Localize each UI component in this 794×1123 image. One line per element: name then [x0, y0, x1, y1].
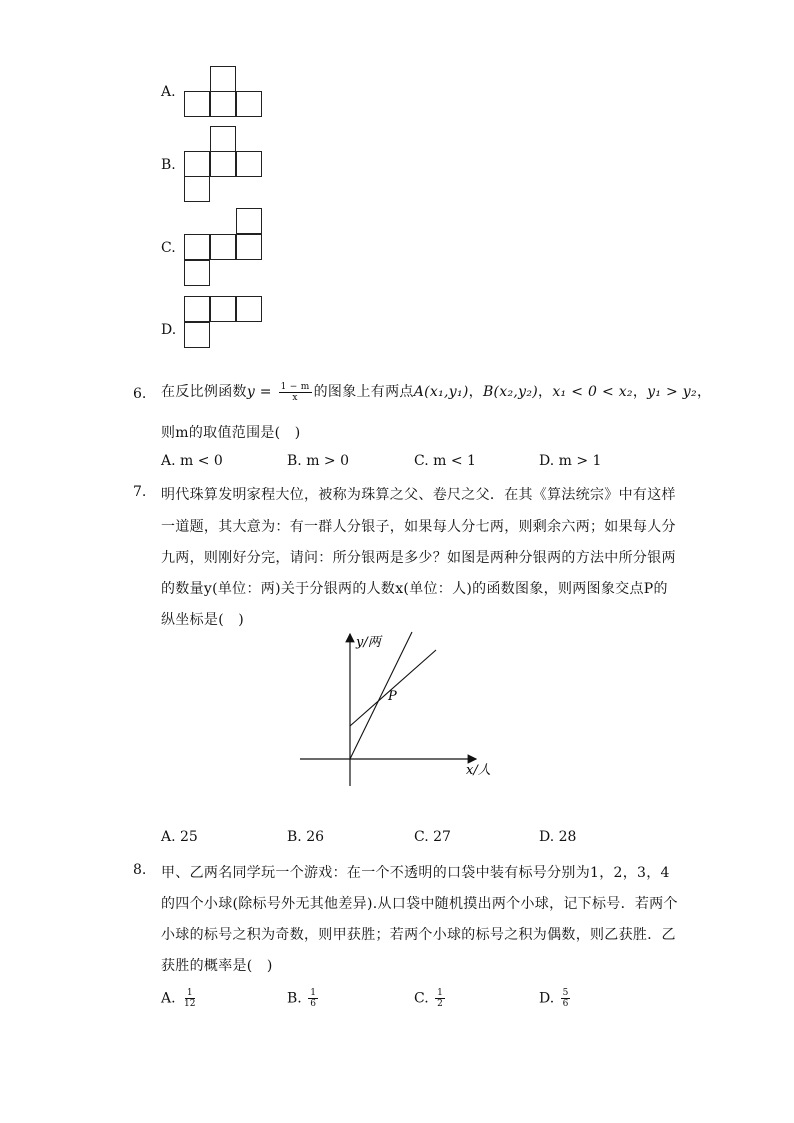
q7-choice-d[interactable]: D. 28 [539, 829, 577, 845]
q6-func-eq: = [255, 384, 277, 400]
q6-cond-1: x₁ < 0 < x₂ [552, 384, 633, 400]
q8-choice-c-frac [435, 988, 445, 1009]
q8-choice-b-den: 6 [310, 999, 316, 1009]
q6-number: 6. [133, 386, 147, 402]
q6-func-y: y [246, 384, 256, 400]
q6-choice-d[interactable]: D. m > 1 [539, 453, 602, 469]
q6-sep-4: ， [696, 384, 712, 400]
q8-choice-d-num: 5 [562, 988, 569, 998]
q6-cond-2: y₁ > y₂ [647, 384, 697, 400]
q8-choice-a-letter: A. [161, 990, 176, 1007]
q7-line-2: 一道题，其大意为：有一群人分银子，如果每人分七两，则剩余六两；如果每人分 [161, 519, 676, 535]
q7-line-1: 明代珠算发明家程大位，被称为珠算之父、卷尺之父．在其《算法统宗》中有这样 [161, 487, 676, 503]
q7-point-p-label: P [388, 689, 397, 704]
q6-choice-c[interactable]: C. m < 1 [414, 453, 476, 469]
q6-text-prefix: 在反比例函数 [161, 384, 247, 400]
q8-choice-c[interactable] [414, 988, 447, 1009]
q6-line-1 [161, 381, 711, 403]
q8-choice-d-den: 6 [562, 999, 569, 1009]
q6-text-mid: 的图象上有两点 [313, 384, 414, 400]
q8-choice-b[interactable] [287, 988, 320, 1009]
q8-choice-a-num: 1 [186, 988, 193, 998]
q6-fraction [279, 382, 312, 403]
q6-sep-3: ， [632, 384, 648, 400]
q8-choice-b-letter: B. [287, 990, 302, 1007]
q6-sep-2: ， [538, 384, 553, 400]
q5-option-a-label: A. [161, 84, 176, 100]
q6-point-b: B(x₂,y₂) [482, 384, 539, 400]
q7-choice-a[interactable]: A. 25 [161, 829, 198, 845]
q7-graph [290, 628, 500, 793]
q7-line-4: 的数量y(单位：两)关于分银两的人数x(单位：人)的函数图象，则两图象交点P的 [161, 581, 668, 597]
q7-x-label: x/人 [466, 763, 491, 778]
q8-number: 8. [133, 862, 147, 878]
q8-choice-b-num: 1 [310, 988, 316, 998]
q8-choice-c-letter: C. [414, 990, 429, 1007]
q8-choice-c-num: 1 [437, 988, 443, 998]
q8-line-4: 获胜的概率是( ) [161, 958, 273, 974]
q7-choice-b[interactable]: B. 26 [287, 829, 325, 845]
q7-line-7x-plus-6 [350, 650, 436, 726]
q6-sep-1: ， [468, 384, 483, 400]
q8-choice-b-frac [308, 988, 318, 1009]
q7-line-3: 九两，则刚好分完，请问：所分银两是多少？如图是两种分银两的方法中所分银两 [161, 550, 676, 566]
q8-choice-d[interactable] [539, 988, 572, 1009]
q8-choice-a[interactable] [161, 988, 199, 1009]
q6-frac-den: x [292, 392, 298, 403]
q6-line-2: 则m的取值范围是( ) [161, 425, 301, 441]
q7-line-5: 纵坐标是( ) [161, 612, 245, 628]
q8-line-1: 甲、乙两名同学玩一个游戏：在一个不透明的口袋中装有标号分别为1，2，3，4 [161, 865, 670, 881]
q8-choice-c-den: 2 [437, 999, 443, 1009]
q7-number: 7. [133, 484, 147, 500]
q6-frac-num: 1 − m [280, 381, 310, 392]
q6-choice-a[interactable]: A. m < 0 [161, 453, 223, 469]
q8-choice-a-den: 12 [184, 999, 196, 1009]
q7-line-9x [350, 632, 412, 759]
q8-choice-a-frac [182, 988, 197, 1009]
q5-option-b-label: B. [161, 157, 176, 173]
q8-line-2: 的四个小球(除标号外无其他差异).从口袋中随机摸出两个小球，记下标号．若两个 [161, 896, 678, 912]
q5-option-d-label: D. [161, 322, 177, 338]
q8-choice-d-letter: D. [539, 990, 555, 1007]
q7-y-label: y/两 [356, 635, 381, 650]
q6-point-a: A(x₁,y₁) [413, 384, 469, 400]
q5-option-c-label: C. [161, 240, 176, 256]
q8-choice-d-frac [561, 988, 571, 1009]
q8-line-3: 小球的标号之积为奇数，则甲获胜；若两个小球的标号之积为偶数，则乙获胜．乙 [161, 927, 676, 943]
q7-choice-c[interactable]: C. 27 [414, 829, 451, 845]
q6-choice-b[interactable]: B. m > 0 [287, 453, 350, 469]
